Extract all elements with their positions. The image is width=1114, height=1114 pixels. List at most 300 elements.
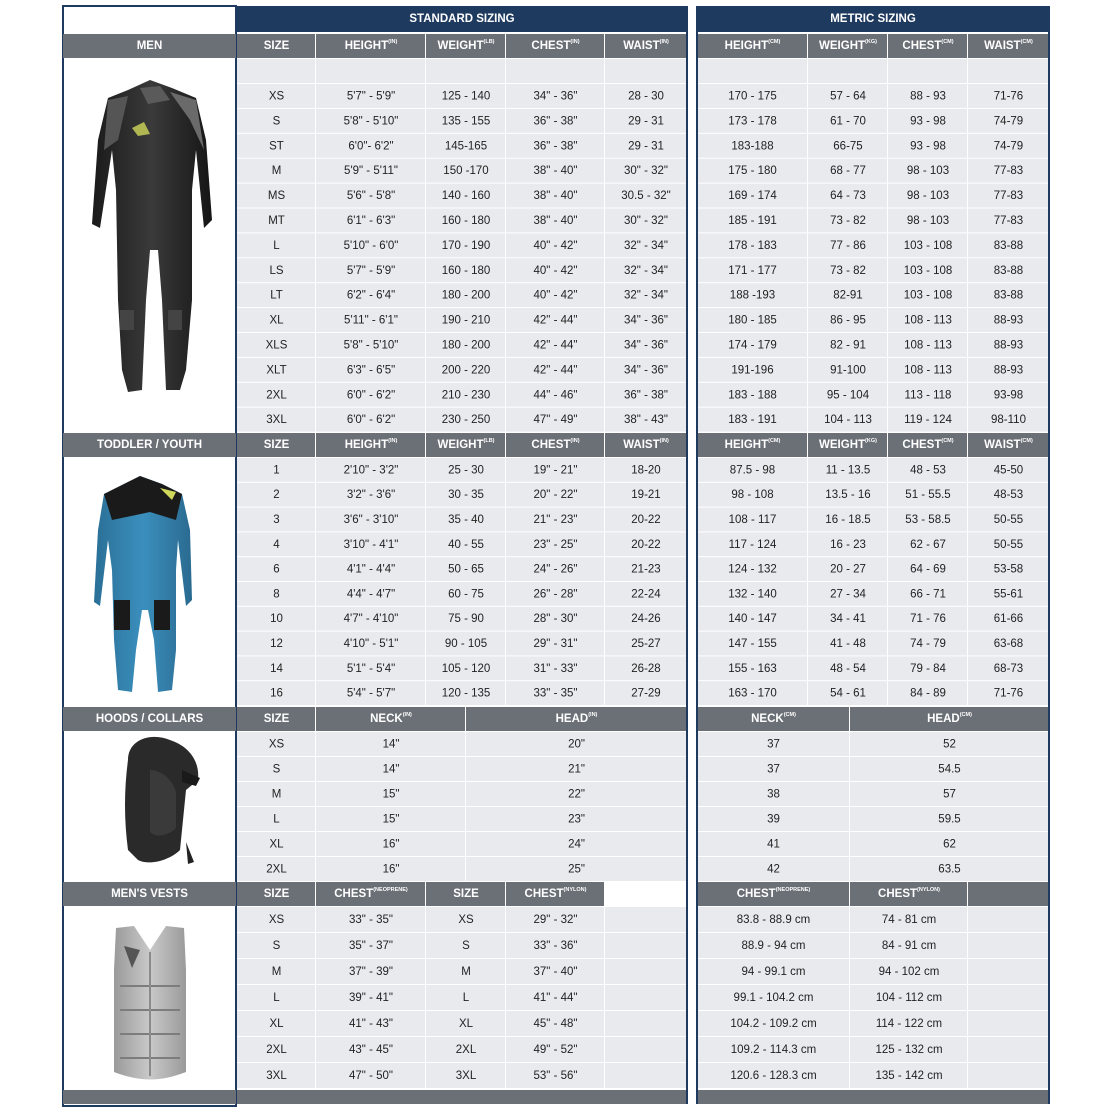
table-cell-text: 169 - 174 [728, 190, 777, 203]
table-cell-text: 48 - 54 [830, 662, 866, 675]
table-cell-text: 32" - 34" [624, 264, 668, 277]
table-cell-text: 155 - 163 [728, 662, 777, 675]
table-cell-text: 64 - 73 [830, 190, 866, 203]
metric-header-height: $HEIGHT^{(CM)}$ [724, 39, 781, 53]
table-cell-text: 108 - 113 [904, 314, 952, 327]
table-cell-text: LS [269, 264, 284, 277]
metric-header-weight: $WEIGHT^{(KG)}$ [819, 438, 877, 452]
metric-header-waist: $WAIST^{(CM)}$ [984, 39, 1033, 53]
table-cell-text: 79 - 84 [910, 662, 946, 675]
table-cell-text: M [461, 966, 471, 979]
table-cell-text: 98 - 103 [906, 165, 950, 178]
table-cell-text: 68-73 [993, 662, 1024, 675]
table-cell-text: 183-188 [731, 140, 774, 153]
table-cell-text: 66 - 71 [910, 588, 946, 601]
table-cell-text: 55-61 [993, 588, 1024, 601]
table-cell-text: 32" - 34" [624, 239, 668, 252]
table-cell-text: 40" - 42" [533, 239, 578, 252]
table-cell-text: 37" - 40" [533, 966, 578, 979]
vests-section-title: MEN'S VESTS [111, 888, 188, 901]
table-cell-text: 1 [273, 464, 280, 477]
table-cell-text: 57 [943, 788, 956, 801]
table-cell-text: 83-88 [993, 264, 1024, 277]
table-cell-text: XS [458, 914, 474, 927]
table-cell-text: 37" - 39" [349, 966, 393, 979]
table-cell [316, 59, 425, 83]
table-cell-text: 3'10" - 4'1" [343, 538, 399, 551]
table-cell-text: 23" - 25" [533, 538, 578, 551]
table-cell-text: 57 - 64 [830, 90, 866, 103]
table-cell-text: 4 [273, 538, 280, 551]
table-cell-text: 74-79 [993, 115, 1024, 128]
table-cell-text: 93 - 98 [910, 140, 946, 153]
table-cell-text: 54 - 61 [830, 687, 866, 700]
table-cell-text: 125 - 140 [441, 90, 491, 103]
metric-header-chest: $CHEST^{(CM)}$ [902, 39, 954, 53]
table-cell-text: 53-58 [993, 563, 1024, 576]
table-cell-text: 117 - 124 [728, 538, 777, 551]
table-cell-text: 180 - 185 [728, 314, 777, 327]
table-cell-text: 16" [382, 863, 400, 876]
table-cell-text: S [272, 763, 281, 776]
table-cell-text: 24" [568, 838, 585, 851]
table-cell-text: 44" - 46" [533, 389, 578, 402]
table-cell-text: 50 - 65 [448, 563, 484, 576]
table-cell-text: 14" [382, 763, 400, 776]
table-cell-text: 140 - 160 [441, 190, 491, 203]
table-cell-text: 45-50 [993, 464, 1024, 477]
table-cell-text: 103 - 108 [903, 239, 953, 252]
table-cell [968, 933, 1048, 958]
table-cell-text: 3'6" - 3'10" [343, 514, 399, 527]
table-cell [605, 907, 686, 932]
table-cell-text: 71 - 76 [910, 613, 946, 626]
column-header-cell [968, 882, 1048, 906]
table-cell-text: 15" [382, 788, 400, 801]
table-cell-text: 119 - 124 [904, 414, 952, 427]
table-cell-text: 30 - 35 [448, 489, 484, 502]
table-cell-text: 3XL [455, 1070, 477, 1083]
table-cell-text: 163 - 170 [728, 687, 777, 700]
table-cell-text: 39 [767, 813, 780, 826]
table-cell-text: L [462, 992, 470, 1005]
table-cell-text: 171 - 177 [728, 264, 777, 277]
table-cell [605, 1063, 686, 1088]
table-cell-text: 183 - 188 [728, 389, 777, 402]
table-cell [506, 59, 604, 83]
table-cell [808, 59, 887, 83]
table-cell-text: 63.5 [938, 863, 961, 876]
table-cell-text: 104 - 112 cm [875, 992, 943, 1005]
table-cell-text: 63-68 [993, 638, 1024, 651]
table-cell-text: 5'7" - 5'9" [346, 90, 396, 103]
table-cell-text: 98 - 108 [731, 489, 774, 502]
table-cell-text: S [272, 940, 281, 953]
table-cell [605, 1037, 686, 1062]
table-cell-text: 25 - 30 [448, 464, 484, 477]
table-cell-text: MS [267, 190, 286, 203]
table-cell-text: 38" - 43" [624, 414, 668, 427]
table-cell-text: 98 - 103 [906, 190, 950, 203]
bottom-strip [237, 1090, 687, 1104]
table-cell-text: 53 - 58.5 [905, 514, 951, 527]
table-cell-text: 68 - 77 [830, 165, 866, 178]
table-cell-text: 103 - 108 [903, 289, 953, 302]
std-header-chest: $CHEST^{(IN)}$ [531, 39, 580, 53]
table-cell-text: 30" - 32" [624, 165, 668, 178]
table-cell-text: 83-88 [993, 239, 1024, 252]
table-cell-text: 77-83 [993, 165, 1024, 178]
table-cell-text: 19-21 [631, 489, 661, 502]
table-cell-text: 5'8" - 5'10" [343, 339, 399, 352]
table-cell-text: 170 - 190 [441, 239, 491, 252]
table-cell-text: 109.2 - 114.3 cm [730, 1044, 817, 1057]
table-cell-text: 71-76 [993, 90, 1024, 103]
table-cell-text: 5'7" - 5'9" [346, 264, 396, 277]
std-header-weight: $WEIGHT^{(LB)}$ [437, 438, 495, 452]
table-cell-text: 160 - 180 [441, 264, 491, 277]
table-cell-text: 19" - 21" [533, 464, 578, 477]
table-cell-text: 50-55 [993, 514, 1024, 527]
table-cell-text: 29" - 31" [533, 638, 578, 651]
table-cell-text: 42" - 44" [533, 314, 578, 327]
metric-header-height: $HEIGHT^{(CM)}$ [724, 438, 781, 452]
table-cell-text: 4'7" - 4'10" [343, 613, 399, 626]
table-cell-text: 3 [273, 514, 280, 527]
table-cell-text: 5'6" - 5'8" [346, 190, 396, 203]
table-cell-text: 33" - 36" [533, 940, 578, 953]
table-cell-text: 66-75 [833, 140, 863, 153]
table-cell-text: 24" - 26" [533, 563, 578, 576]
table-cell-text: 3'2" - 3'6" [346, 489, 396, 502]
table-cell-text: 183 - 191 [728, 414, 777, 427]
metric-sizing-title: METRIC SIZING [830, 13, 916, 26]
table-cell-text: 15" [382, 813, 400, 826]
table-cell-text: 48 - 53 [910, 464, 946, 477]
table-cell-text: 2'10" - 3'2" [343, 464, 399, 477]
table-cell-text: 41" - 44" [533, 992, 578, 1005]
table-cell-text: 41 - 48 [830, 638, 866, 651]
table-cell-text: 6'0" - 6'2" [346, 389, 396, 402]
std-header-head: $HEAD^{(IN)}$ [555, 712, 598, 726]
table-cell-text: 84 - 89 [910, 687, 946, 700]
table-cell-text: 26-28 [631, 662, 661, 675]
hoods-section-title: HOODS / COLLARS [95, 713, 204, 726]
men-section-title: MEN [136, 40, 163, 53]
metric-header-chest: $CHEST^{(CM)}$ [902, 438, 954, 452]
table-cell-text: 47" - 50" [349, 1070, 393, 1083]
table-cell-text: 86 - 95 [830, 314, 866, 327]
table-cell-text: 41" - 43" [349, 1018, 393, 1031]
std-header-size: SIZE [453, 888, 479, 901]
table-cell-text: XLS [265, 339, 288, 352]
table-cell-text: 104.2 - 109.2 cm [730, 1018, 817, 1031]
table-cell-text: 103 - 108 [903, 264, 953, 277]
table-cell-text: M [271, 165, 282, 178]
table-cell-text: 180 - 200 [441, 289, 491, 302]
table-cell-text: 6'0"- 6'2" [348, 140, 394, 153]
table-cell-text: L [273, 992, 280, 1005]
table-cell-text: 6'3" - 6'5" [346, 364, 396, 377]
table-cell-text: 94 - 102 cm [878, 966, 940, 979]
table-cell-text: 20" - 22" [533, 489, 578, 502]
table-cell-text: 47" - 49" [533, 414, 578, 427]
table-cell-text: 200 - 220 [441, 364, 491, 377]
youth-section-title: TODDLER / YOUTH [97, 439, 202, 452]
table-cell-text: 82 - 91 [830, 339, 866, 352]
table-cell-text: 87.5 - 98 [729, 464, 776, 477]
table-cell-text: 132 - 140 [728, 588, 777, 601]
table-cell [968, 1063, 1048, 1088]
table-cell-text: 174 - 179 [728, 339, 777, 352]
standard-sizing-title: STANDARD SIZING [409, 13, 515, 26]
table-cell-text: 62 [943, 838, 956, 851]
table-cell-text: 83-88 [993, 289, 1024, 302]
table-cell-text: 147 - 155 [728, 638, 777, 651]
table-cell-text: 95 - 104 [826, 389, 870, 402]
table-cell [237, 59, 315, 83]
table-cell-text: 160 - 180 [441, 214, 491, 227]
table-cell-text: 88-93 [993, 314, 1024, 327]
table-cell-text: 30" - 32" [624, 214, 668, 227]
table-cell-text: 34" - 36" [533, 90, 578, 103]
table-cell-text: 32" - 34" [624, 289, 668, 302]
table-cell-text: 16 [270, 687, 283, 700]
std-header-waist: $WAIST^{(IN)}$ [623, 438, 669, 452]
table-cell-text: 33" - 35" [533, 687, 578, 700]
table-cell-text: 140 - 147 [728, 613, 777, 626]
table-cell-text: 33" - 35" [349, 914, 393, 927]
table-cell-text: 36" - 38" [533, 115, 578, 128]
table-cell-text: 94 - 99.1 cm [741, 966, 806, 979]
table-cell-text: S [272, 115, 281, 128]
table-cell-text: 98 - 103 [906, 214, 950, 227]
table-cell-text: 108 - 113 [904, 339, 952, 352]
table-cell-text: XS [268, 914, 285, 927]
table-cell-text: 75 - 90 [448, 613, 484, 626]
table-cell-text: 40" - 42" [533, 264, 578, 277]
table-cell-text: 73 - 82 [830, 264, 866, 277]
table-cell-text: 113 - 118 [904, 389, 952, 402]
table-cell [968, 907, 1048, 932]
table-cell-text: 5'8" - 5'10" [343, 115, 399, 128]
table-cell-text: 31" - 33" [533, 662, 578, 675]
table-cell-text: 120 - 135 [441, 687, 491, 700]
table-cell-text: 20-22 [631, 538, 661, 551]
table-cell-text: 93-98 [993, 389, 1024, 402]
table-cell-text: 114 - 122 cm [875, 1018, 943, 1031]
std-header-chest: $CHEST^{(NYLON)}$ [524, 887, 587, 901]
table-cell-text: MT [268, 214, 285, 227]
table-cell-text: 185 - 191 [728, 214, 777, 227]
table-cell-text: 36" - 38" [624, 389, 668, 402]
table-cell-text: 39" - 41" [349, 992, 393, 1005]
table-cell [605, 59, 686, 83]
table-cell-text: 6'0" - 6'2" [346, 414, 396, 427]
table-cell-text: 180 - 200 [441, 339, 491, 352]
std-header-size: SIZE [263, 439, 290, 452]
table-cell-text: 43" - 45" [349, 1044, 393, 1057]
table-cell-text: 64 - 69 [910, 563, 946, 576]
table-cell-text: 21" - 23" [533, 514, 578, 527]
table-cell-text: 230 - 250 [441, 414, 491, 427]
table-cell-text: 24-26 [631, 613, 661, 626]
table-cell-text: 150 -170 [443, 165, 489, 178]
table-cell [605, 933, 686, 958]
table-cell-text: 82-91 [833, 289, 863, 302]
table-cell-text: 5'4" - 5'7" [346, 687, 396, 700]
table-cell-text: 125 - 132 cm [875, 1044, 943, 1057]
table-cell-text: 42 [767, 863, 780, 876]
table-cell-text: 40 - 55 [448, 538, 484, 551]
table-cell-text: 2XL [266, 863, 287, 876]
std-header-height: $HEIGHT^{(IN)}$ [344, 39, 398, 53]
table-cell-text: 88 - 93 [910, 90, 946, 103]
table-cell [697, 59, 807, 83]
table-cell-text: XS [268, 738, 285, 751]
table-cell-text: L [273, 239, 280, 252]
table-cell-text: 190 - 210 [441, 314, 491, 327]
table-cell-text: 74-79 [993, 140, 1024, 153]
table-cell-text: ST [269, 140, 284, 153]
table-cell [605, 1011, 686, 1036]
table-cell-text: 14" [382, 738, 400, 751]
table-cell-text: 145-165 [444, 140, 488, 153]
table-cell-text: XL [269, 1018, 284, 1031]
table-cell-text: 191-196 [731, 364, 774, 377]
table-cell-text: 88.9 - 94 cm [741, 940, 806, 953]
table-cell-text: XL [269, 838, 284, 851]
table-cell [968, 985, 1048, 1010]
table-cell-text: 21" [568, 763, 585, 776]
table-cell-text: 41 [767, 838, 780, 851]
std-header-size: SIZE [263, 713, 290, 726]
table-cell-text: 170 - 175 [728, 90, 777, 103]
table-cell-text: 22" [568, 788, 585, 801]
table-cell-text: 37 [767, 738, 780, 751]
table-cell-text: 38 [767, 788, 780, 801]
table-cell-text: 42" - 44" [533, 339, 578, 352]
metric-header-chest: $CHEST^{(NEOPRENE)}$ [736, 887, 811, 901]
table-cell-text: 10 [270, 613, 283, 626]
table-cell-text: 2 [273, 489, 280, 502]
table-cell-text: 62 - 67 [910, 538, 946, 551]
metric-header-chest: $CHEST^{(NYLON)}$ [878, 887, 940, 901]
std-header-height: $HEIGHT^{(IN)}$ [344, 438, 398, 452]
table-cell-text: 45" - 48" [533, 1018, 578, 1031]
table-cell-text: 36" - 38" [533, 140, 578, 153]
std-header-weight: $WEIGHT^{(LB)}$ [437, 39, 495, 53]
table-cell-text: 71-76 [993, 687, 1024, 700]
table-cell-text: 4'4" - 4'7" [346, 588, 396, 601]
table-cell-text: 38" - 40" [533, 190, 578, 203]
table-cell-text: L [273, 813, 280, 826]
table-cell-text: 61-66 [993, 613, 1024, 626]
table-cell-text: XL [458, 1018, 474, 1031]
table-cell-text: 14 [270, 662, 283, 675]
table-cell-text: 37 [767, 763, 780, 776]
table-cell-text: XL [269, 314, 284, 327]
table-cell-text: 2XL [455, 1044, 477, 1057]
table-cell [888, 59, 967, 83]
table-cell-text: 50-55 [993, 538, 1024, 551]
table-cell-text: 34 - 41 [830, 613, 866, 626]
table-cell [426, 59, 505, 83]
std-header-neck: $NECK^{(IN)}$ [370, 712, 412, 726]
metric-header-head: $HEAD^{(CM)}$ [927, 712, 972, 726]
table-cell-text: 173 - 178 [728, 115, 777, 128]
table-cell-text: 61 - 70 [830, 115, 866, 128]
table-cell-text: 2XL [266, 389, 287, 402]
table-cell [968, 959, 1048, 984]
bottom-strip [63, 1090, 236, 1104]
table-cell-text: 135 - 155 [441, 115, 491, 128]
table-cell-text: 74 - 79 [910, 638, 946, 651]
table-cell-text: 26" - 28" [533, 588, 578, 601]
table-cell-text: 16 - 18.5 [825, 514, 871, 527]
table-cell-text: 25-27 [631, 638, 661, 651]
table-cell-text: 35 - 40 [448, 514, 484, 527]
table-cell-text: 23" [568, 813, 585, 826]
table-cell-text: S [462, 940, 470, 953]
table-cell-text: 93 - 98 [910, 115, 946, 128]
table-cell-text: 77-83 [993, 190, 1024, 203]
table-cell-text: 2XL [266, 1044, 287, 1057]
table-cell-text: 77 - 86 [830, 239, 866, 252]
table-cell-text: 88-93 [993, 364, 1024, 377]
table-cell-text: 11 - 13.5 [825, 464, 871, 477]
table-cell-text: 42" - 44" [533, 364, 578, 377]
table-cell-text: 27 - 34 [830, 588, 866, 601]
table-cell-text: 51 - 55.5 [905, 489, 951, 502]
table-cell-text: 16 - 23 [830, 538, 866, 551]
table-cell-text: M [271, 966, 282, 979]
table-cell-text: 77-83 [993, 214, 1024, 227]
table-cell-text: 54.5 [938, 763, 961, 776]
table-cell-text: 99.1 - 104.2 cm [733, 992, 814, 1005]
table-cell-text: 38" - 40" [533, 165, 578, 178]
table-cell-text: 28" - 30" [533, 613, 578, 626]
table-cell-text: 29 - 31 [628, 140, 664, 153]
table-cell-text: 5'10" - 6'0" [343, 239, 399, 252]
metric-header-waist: $WAIST^{(CM)}$ [984, 438, 1033, 452]
table-cell-text: 34" - 36" [624, 364, 668, 377]
table-cell-text: 4'10" - 5'1" [343, 638, 399, 651]
table-cell-text: 98-110 [991, 414, 1026, 427]
table-cell-text: 5'1" - 5'4" [346, 662, 396, 675]
table-cell-text: 60 - 75 [448, 588, 484, 601]
table-cell-text: 20" [568, 738, 585, 751]
table-cell-text: 175 - 180 [728, 165, 777, 178]
table-cell-text: 124 - 132 [728, 563, 777, 576]
table-cell-text: 6'1" - 6'3" [346, 214, 396, 227]
table-cell-text: 83.8 - 88.9 cm [736, 914, 811, 927]
table-cell-text: 135 - 142 cm [875, 1070, 943, 1083]
metric-header-weight: $WEIGHT^{(KG)}$ [819, 39, 877, 53]
block-separator [688, 6, 696, 1106]
table-cell-text: 12 [270, 638, 283, 651]
table-cell-text: 91-100 [830, 364, 866, 377]
table-cell [605, 959, 686, 984]
table-cell-text: LT [270, 289, 283, 302]
table-cell-text: 108 - 113 [904, 364, 952, 377]
table-cell-text: 49" - 52" [533, 1044, 578, 1057]
table-cell-text: 6'2" - 6'4" [346, 289, 396, 302]
table-cell-text: M [271, 788, 282, 801]
table-cell-text: 74 - 81 cm [881, 914, 937, 927]
table-cell-text: 120.6 - 128.3 cm [730, 1070, 817, 1083]
table-cell-text: 38" - 40" [533, 214, 578, 227]
